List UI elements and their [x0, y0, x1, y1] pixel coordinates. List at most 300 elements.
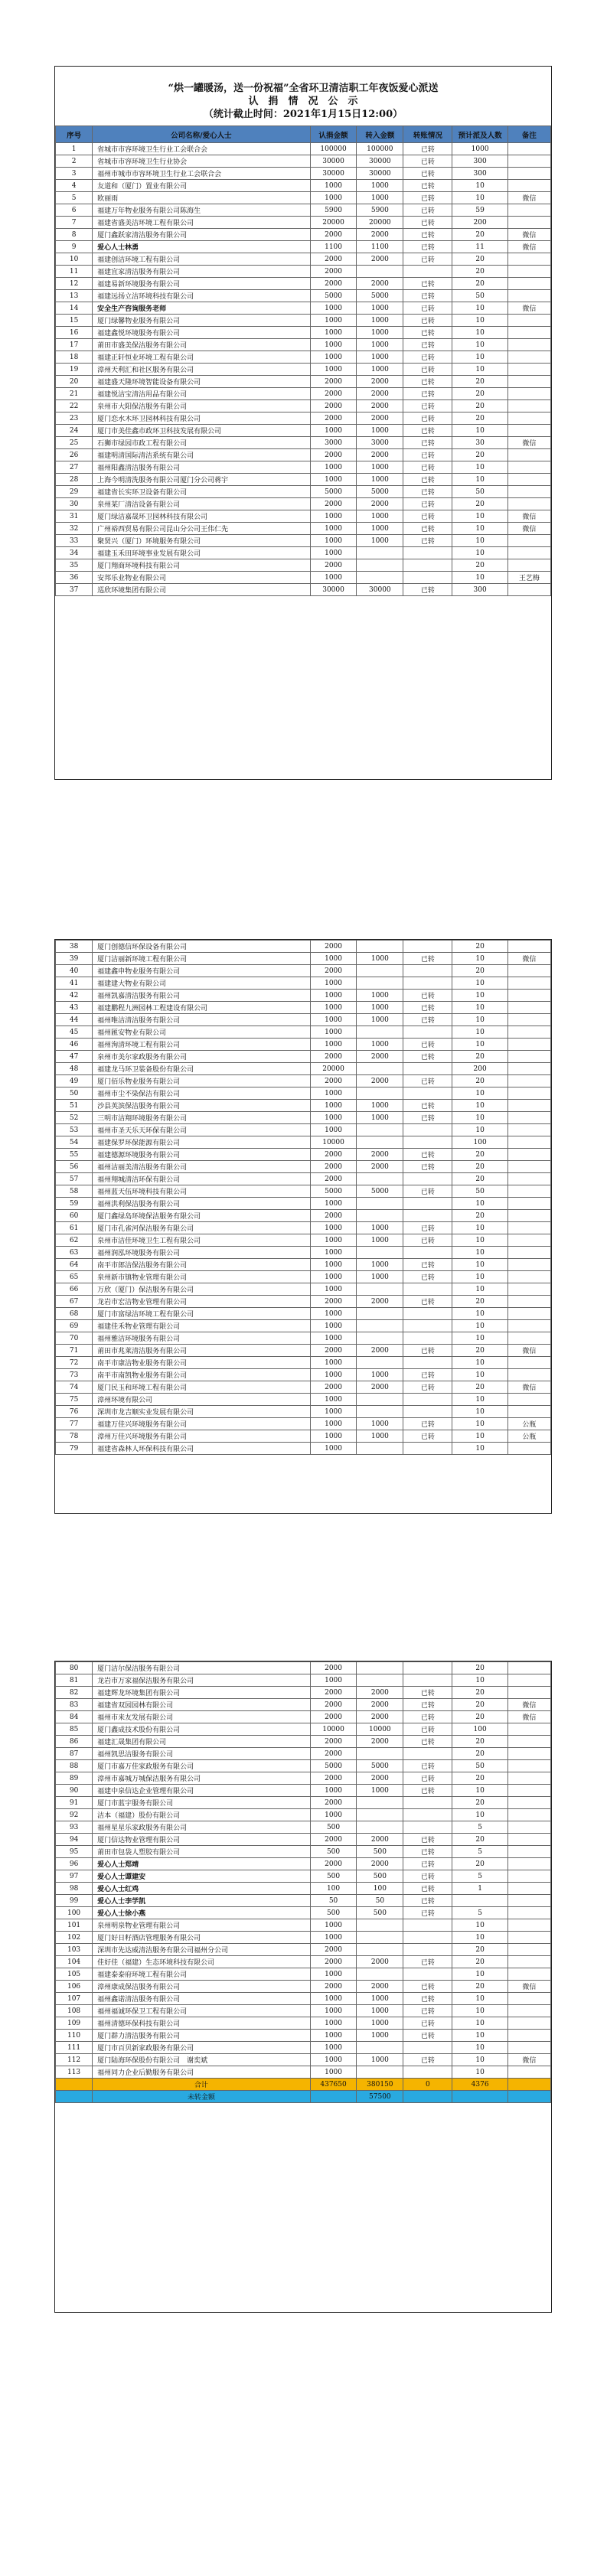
row-note	[507, 1063, 550, 1075]
pledged-amount: 5000	[310, 486, 357, 498]
pledged-amount: 1000	[310, 572, 357, 584]
transfer-status: 已转	[403, 1870, 452, 1883]
pledged-amount: 1000	[310, 1993, 357, 2005]
unpaid-blank-4	[452, 2091, 507, 2103]
org-name: 泉州市洁佳环境卫生工程有限公司	[93, 1234, 310, 1247]
pledged-amount: 2000	[310, 1944, 357, 1956]
org-name: 南平市康洁物业服务有限公司	[93, 1357, 310, 1369]
people-count: 10	[452, 1198, 507, 1210]
row-note	[507, 1760, 550, 1772]
org-name: 福州洁丽美清洁服务有限公司	[93, 1161, 310, 1173]
row-note	[507, 498, 550, 510]
row-index: 89	[56, 1772, 93, 1785]
people-count: 10	[452, 1222, 507, 1234]
pledged-amount: 1000	[310, 302, 357, 315]
table-row	[56, 1051, 551, 1063]
org-name: 聚贤兴（厦门）环境服务有限公司	[93, 535, 310, 547]
row-index: 64	[56, 1259, 93, 1271]
pledged-amount: 1000	[310, 535, 357, 547]
org-name: 万欣（厦门）保洁服务有限公司	[93, 1283, 310, 1296]
row-note	[507, 1723, 550, 1736]
org-name: 省城市市容环境卫生行业协会	[93, 155, 310, 168]
row-index: 104	[56, 1956, 93, 1968]
row-note	[507, 327, 550, 339]
transfer-status: 已转	[403, 1736, 452, 1748]
row-index: 66	[56, 1283, 93, 1296]
table-row	[56, 412, 551, 425]
row-index: 79	[56, 1443, 93, 1455]
table-row	[56, 1846, 551, 1858]
row-index: 112	[56, 2054, 93, 2066]
row-note	[507, 1394, 550, 1406]
org-name: 莆田市盛美保洁服务有限公司	[93, 339, 310, 351]
people-count: 10	[452, 2030, 507, 2042]
table-row	[56, 339, 551, 351]
header-index: 序号	[56, 126, 93, 143]
transfer-status	[403, 977, 452, 990]
row-note	[507, 449, 550, 461]
transfer-status	[403, 1662, 452, 1674]
pledged-amount: 20000	[310, 1063, 357, 1075]
pledged-amount: 1000	[310, 1369, 357, 1381]
table-row	[56, 1161, 551, 1173]
pledged-amount: 1000	[310, 327, 357, 339]
received-amount: 2000	[357, 449, 403, 461]
row-index: 95	[56, 1846, 93, 1858]
row-note	[507, 1075, 550, 1087]
received-amount: 1000	[357, 2005, 403, 2017]
org-name: 漳州环境有限公司	[93, 1394, 310, 1406]
received-amount: 2000	[357, 376, 403, 388]
received-amount: 1000	[357, 1222, 403, 1234]
row-index: 72	[56, 1357, 93, 1369]
row-note	[507, 584, 550, 596]
pledged-amount: 500	[310, 1846, 357, 1858]
table-row	[56, 2030, 551, 2042]
table-row	[56, 1895, 551, 1907]
pledged-amount: 2000	[310, 1075, 357, 1087]
row-note	[507, 1968, 550, 1981]
table-row	[56, 474, 551, 486]
org-name: 福建鹏程九洲园林工程建设有限公司	[93, 1002, 310, 1014]
row-note	[507, 1406, 550, 1418]
pledged-amount: 2000	[310, 1797, 357, 1809]
row-index: 8	[56, 229, 93, 241]
received-amount	[357, 1173, 403, 1185]
received-amount	[357, 1443, 403, 1455]
table-row	[56, 1222, 551, 1234]
people-count: 20	[452, 1345, 507, 1357]
row-index: 83	[56, 1699, 93, 1711]
org-name: 福建万年物业服务有限公司陈海生	[93, 204, 310, 217]
pledged-amount: 1000	[310, 1394, 357, 1406]
org-name: 福州雅洁环境服务有限公司	[93, 1332, 310, 1345]
row-index: 47	[56, 1051, 93, 1063]
org-name: 福建盛天隆环境智能设备有限公司	[93, 376, 310, 388]
row-note	[507, 1149, 550, 1161]
pledged-amount: 5000	[310, 1760, 357, 1772]
transfer-status: 已转	[403, 1883, 452, 1895]
row-note	[507, 486, 550, 498]
received-amount: 1000	[357, 351, 403, 364]
received-amount: 500	[357, 1870, 403, 1883]
transfer-status: 已转	[403, 229, 452, 241]
pledged-amount: 1000	[310, 510, 357, 523]
transfer-status: 已转	[403, 1993, 452, 2005]
org-name: 福州唯洁清洁服务有限公司	[93, 1014, 310, 1026]
org-name: 漳州天利汇和社区服务有限公司	[93, 364, 310, 376]
transfer-status	[403, 1087, 452, 1100]
pledged-amount: 1000	[310, 1283, 357, 1296]
received-amount	[357, 572, 403, 584]
received-amount	[357, 1821, 403, 1834]
org-name: 福建省长实环卫设备有限公司	[93, 486, 310, 498]
row-index: 110	[56, 2030, 93, 2042]
row-note	[507, 1222, 550, 1234]
transfer-status	[403, 572, 452, 584]
received-amount: 1000	[357, 1014, 403, 1026]
received-amount: 2000	[357, 229, 403, 241]
table-row	[56, 1332, 551, 1345]
people-count	[452, 1895, 507, 1907]
row-note	[507, 1674, 550, 1687]
table-row	[56, 1112, 551, 1124]
row-index: 56	[56, 1161, 93, 1173]
table-row	[56, 2042, 551, 2054]
org-name: 厦门洁尔保洁服务有限公司	[93, 1662, 310, 1674]
received-amount: 2000	[357, 1161, 403, 1173]
org-name: 福州市城市市容环境卫生行业工会联合会	[93, 168, 310, 180]
transfer-status	[403, 1136, 452, 1149]
table-row	[56, 1772, 551, 1785]
row-note	[507, 1357, 550, 1369]
table-row	[56, 1785, 551, 1797]
people-count: 20	[452, 1699, 507, 1711]
people-count: 20	[452, 412, 507, 425]
row-note	[507, 1124, 550, 1136]
row-index: 69	[56, 1320, 93, 1332]
transfer-status: 已转	[403, 1296, 452, 1308]
transfer-status: 已转	[403, 376, 452, 388]
org-name: 福建佳禾物业管理有限公司	[93, 1320, 310, 1332]
people-count: 5	[452, 1846, 507, 1858]
people-count: 100	[452, 1136, 507, 1149]
transfer-status: 已转	[403, 168, 452, 180]
received-amount	[357, 1748, 403, 1760]
pledged-amount: 2000	[310, 965, 357, 977]
row-index: 70	[56, 1332, 93, 1345]
row-index: 2	[56, 155, 93, 168]
received-amount	[357, 2042, 403, 2054]
pledge-table-part-3	[55, 1661, 551, 2103]
row-index: 68	[56, 1308, 93, 1320]
row-note	[507, 1993, 550, 2005]
org-name: 福建保罗环保能源有限公司	[93, 1136, 310, 1149]
org-name: 福建万佳兴环境服务有限公司	[93, 1418, 310, 1430]
row-index: 86	[56, 1736, 93, 1748]
table-row	[56, 192, 551, 204]
pledged-amount: 1000	[310, 474, 357, 486]
received-amount: 2000	[357, 1345, 403, 1357]
pledged-amount: 2000	[310, 498, 357, 510]
transfer-status: 已转	[403, 1222, 452, 1234]
row-index: 31	[56, 510, 93, 523]
row-index: 38	[56, 941, 93, 953]
pledged-amount: 1000	[310, 1785, 357, 1797]
transfer-status: 已转	[403, 1711, 452, 1723]
received-amount: 5000	[357, 486, 403, 498]
title-line-2: 认 捐 情 况 公 示	[248, 96, 358, 107]
people-count: 10	[452, 1430, 507, 1443]
row-index: 82	[56, 1687, 93, 1699]
people-count: 20	[452, 1772, 507, 1785]
people-count: 10	[452, 1357, 507, 1369]
people-count: 20	[452, 1858, 507, 1870]
row-note	[507, 965, 550, 977]
people-count: 10	[452, 1259, 507, 1271]
people-count: 10	[452, 1247, 507, 1259]
table-row	[56, 1075, 551, 1087]
received-amount	[357, 1087, 403, 1100]
transfer-status: 已转	[403, 351, 452, 364]
received-amount: 2000	[357, 1381, 403, 1394]
row-note: 微信	[507, 1345, 550, 1357]
table-row	[56, 449, 551, 461]
table-row	[56, 180, 551, 192]
people-count: 10	[452, 572, 507, 584]
transfer-status: 已转	[403, 180, 452, 192]
transfer-status: 已转	[403, 425, 452, 437]
summary-label: 合计	[93, 2079, 310, 2091]
pledged-amount: 1000	[310, 1332, 357, 1345]
transfer-status: 已转	[403, 1699, 452, 1711]
row-index: 37	[56, 584, 93, 596]
pledged-amount: 1000	[310, 339, 357, 351]
people-count: 10	[452, 339, 507, 351]
people-count: 10	[452, 2017, 507, 2030]
people-count: 200	[452, 1063, 507, 1075]
pledged-amount: 1000	[310, 1919, 357, 1932]
people-count: 10	[452, 327, 507, 339]
table-row	[56, 266, 551, 278]
table-row	[56, 229, 551, 241]
unpaid-value: 57500	[357, 2091, 403, 2103]
received-amount	[357, 1283, 403, 1296]
people-count: 50	[452, 1185, 507, 1198]
people-count: 5	[452, 1870, 507, 1883]
received-amount: 1100	[357, 241, 403, 253]
row-index: 3	[56, 168, 93, 180]
table-row	[56, 941, 551, 953]
pledged-amount: 2000	[310, 400, 357, 412]
row-index: 113	[56, 2066, 93, 2079]
row-note	[507, 339, 550, 351]
people-count: 11	[452, 241, 507, 253]
org-name: 深圳市龙吉顺实业发展有限公司	[93, 1406, 310, 1418]
pledged-amount: 1100	[310, 241, 357, 253]
table-row	[56, 1198, 551, 1210]
org-name: 上海今明清洗服务有限公司厦门分公司蒋宇	[93, 474, 310, 486]
transfer-status: 已转	[403, 143, 452, 155]
pledged-amount: 2000	[310, 266, 357, 278]
people-count: 10	[452, 1026, 507, 1039]
table-row	[56, 1259, 551, 1271]
transfer-status: 已转	[403, 1956, 452, 1968]
received-amount: 500	[357, 1907, 403, 1919]
org-name: 深圳市先达威清洁服务有限公司福州分公司	[93, 1944, 310, 1956]
received-amount: 20000	[357, 217, 403, 229]
row-note: 公瓶	[507, 1418, 550, 1430]
pledged-amount: 2000	[310, 1858, 357, 1870]
table-row	[56, 1993, 551, 2005]
received-amount: 1000	[357, 1100, 403, 1112]
pledged-amount: 2000	[310, 388, 357, 400]
table-row	[56, 217, 551, 229]
row-index: 18	[56, 351, 93, 364]
table-row	[56, 1039, 551, 1051]
transfer-status	[403, 1063, 452, 1075]
pledged-amount: 1000	[310, 523, 357, 535]
org-name: 福州同力企业后勤服务有限公司	[93, 2066, 310, 2079]
received-amount: 2000	[357, 1149, 403, 1161]
row-index: 61	[56, 1222, 93, 1234]
org-name: 福建省森林人环保科技有限公司	[93, 1443, 310, 1455]
transfer-status: 已转	[403, 1760, 452, 1772]
row-index: 102	[56, 1932, 93, 1944]
table-row	[56, 2054, 551, 2066]
org-name: 福建创洁环境工程有限公司	[93, 253, 310, 266]
row-index: 25	[56, 437, 93, 449]
pledged-amount: 1000	[310, 2030, 357, 2042]
received-amount: 1000	[357, 1039, 403, 1051]
row-note	[507, 1772, 550, 1785]
received-amount: 1000	[357, 1785, 403, 1797]
row-note	[507, 1039, 550, 1051]
org-name: 龙岩市万家福保洁服务有限公司	[93, 1674, 310, 1687]
org-name: 福州星星乐家政服务有限公司	[93, 1821, 310, 1834]
transfer-status: 已转	[403, 2017, 452, 2030]
received-amount: 2000	[357, 412, 403, 425]
row-index: 1	[56, 143, 93, 155]
row-note	[507, 1296, 550, 1308]
received-amount	[357, 1210, 403, 1222]
row-note: 微信	[507, 1981, 550, 1993]
pledged-amount: 2000	[310, 1981, 357, 1993]
received-amount: 1000	[357, 1418, 403, 1430]
table-row	[56, 1858, 551, 1870]
row-index: 55	[56, 1149, 93, 1161]
people-count: 10	[452, 192, 507, 204]
row-index: 20	[56, 376, 93, 388]
row-note: 微信	[507, 1711, 550, 1723]
org-name: 厦门好日籽酒店管理服务有限公司	[93, 1932, 310, 1944]
pledged-amount: 500	[310, 1870, 357, 1883]
org-name: 福州清德环保科技有限公司	[93, 2017, 310, 2030]
pledged-amount: 1000	[310, 1124, 357, 1136]
pledged-amount: 2000	[310, 1381, 357, 1394]
transfer-status: 已转	[403, 1834, 452, 1846]
org-name: 福州市尘不染保洁有限公司	[93, 1087, 310, 1100]
table-row	[56, 1345, 551, 1357]
transfer-status: 已转	[403, 1369, 452, 1381]
row-note	[507, 351, 550, 364]
received-amount: 100	[357, 1883, 403, 1895]
received-amount	[357, 559, 403, 572]
org-name: 三明市洁翔环境服务有限公司	[93, 1112, 310, 1124]
row-index: 93	[56, 1821, 93, 1834]
table-row	[56, 376, 551, 388]
pledged-amount: 5000	[310, 1185, 357, 1198]
row-note	[507, 1210, 550, 1222]
received-amount: 1000	[357, 1993, 403, 2005]
pledged-amount: 2000	[310, 1772, 357, 1785]
received-amount	[357, 1932, 403, 1944]
org-name: 福州洵清环境工程有限公司	[93, 1039, 310, 1051]
people-count: 10	[452, 1332, 507, 1345]
received-amount: 1000	[357, 339, 403, 351]
header-name: 公司名称/爱心人士	[93, 126, 310, 143]
row-index: 21	[56, 388, 93, 400]
people-count: 20	[452, 229, 507, 241]
table-row	[56, 1100, 551, 1112]
people-count: 10	[452, 1271, 507, 1283]
received-amount: 2000	[357, 1699, 403, 1711]
received-amount	[357, 1809, 403, 1821]
table-row	[56, 204, 551, 217]
row-note	[507, 1283, 550, 1296]
header-received: 转入金额	[357, 126, 403, 143]
row-note	[507, 941, 550, 953]
people-count: 10	[452, 1039, 507, 1051]
transfer-status	[403, 1173, 452, 1185]
row-index: 19	[56, 364, 93, 376]
summary-row	[56, 2079, 551, 2091]
org-name: 福建省盛美洁环境工程有限公司	[93, 217, 310, 229]
people-count: 10	[452, 425, 507, 437]
transfer-status: 已转	[403, 535, 452, 547]
people-count: 100	[452, 1723, 507, 1736]
row-note	[507, 315, 550, 327]
transfer-status	[403, 1919, 452, 1932]
org-name: 洁本（福建）股份有限公司	[93, 1809, 310, 1821]
row-note: 微信	[507, 241, 550, 253]
row-index: 106	[56, 1981, 93, 1993]
transfer-status: 已转	[403, 217, 452, 229]
transfer-status: 已转	[403, 327, 452, 339]
row-index: 40	[56, 965, 93, 977]
org-name: 佳好佳（福建）生态环境科技有限公司	[93, 1956, 310, 1968]
pledged-amount: 1000	[310, 2005, 357, 2017]
table-row	[56, 278, 551, 290]
transfer-status	[403, 1968, 452, 1981]
row-index: 98	[56, 1883, 93, 1895]
people-count: 300	[452, 168, 507, 180]
row-note: 微信	[507, 523, 550, 535]
org-name: 泉州新市镇物业管理有限公司	[93, 1271, 310, 1283]
received-amount	[357, 1919, 403, 1932]
transfer-status: 已转	[403, 412, 452, 425]
transfer-status: 已转	[403, 204, 452, 217]
people-count: 10	[452, 461, 507, 474]
received-amount	[357, 547, 403, 559]
row-note	[507, 1161, 550, 1173]
org-name: 厦门鑫成技术股份有限公司	[93, 1723, 310, 1736]
pledge-table-part-2	[55, 940, 551, 1455]
people-count: 20	[452, 400, 507, 412]
received-amount: 2000	[357, 1956, 403, 1968]
received-amount: 1000	[357, 953, 403, 965]
row-index: 54	[56, 1136, 93, 1149]
